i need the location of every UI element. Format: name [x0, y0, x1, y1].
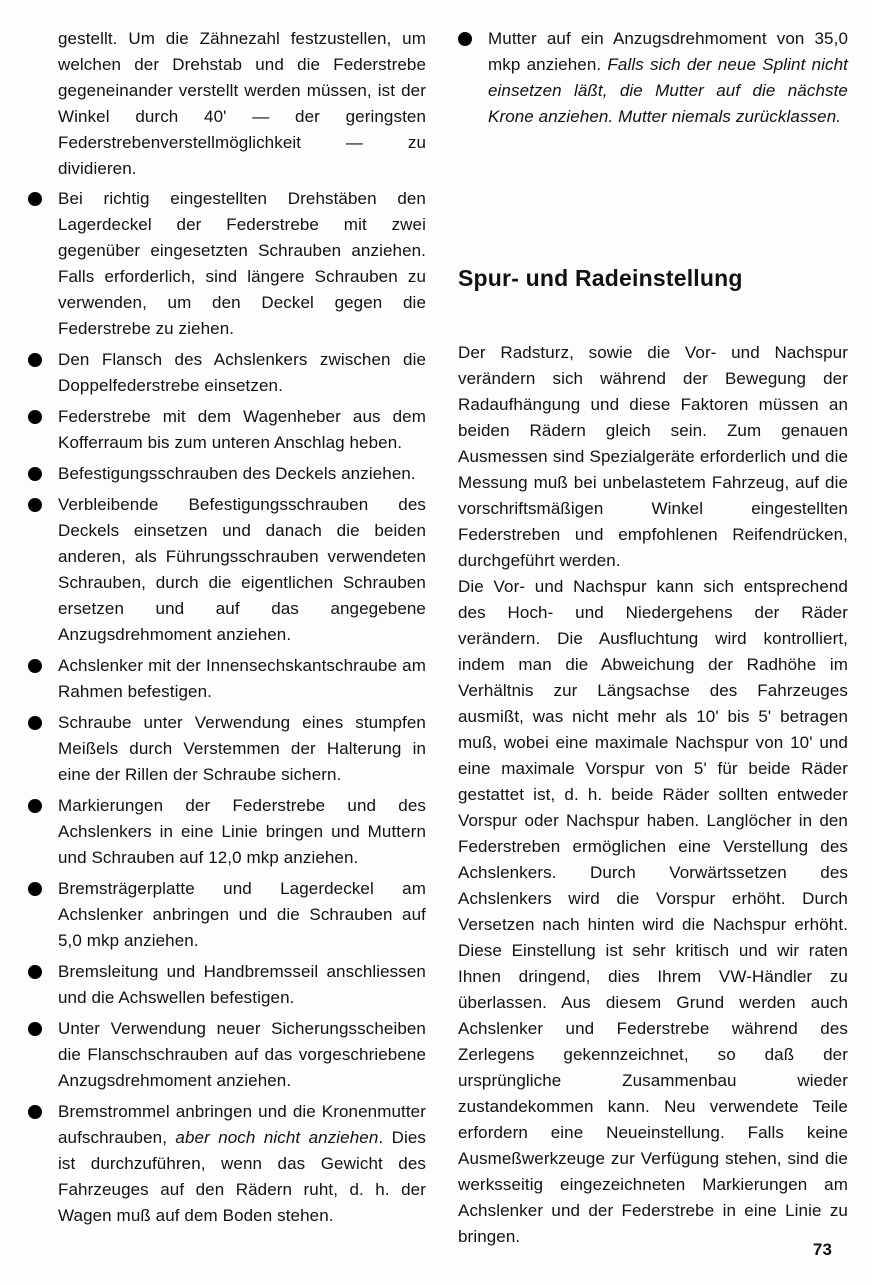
list-item: [28, 1016, 426, 1094]
list-item: [28, 793, 426, 871]
italic-text-segment: Falls sich der neue Splint nicht einsetzen läßt, die Mutter auf die nächste Krone anziehen. Mutter niemals zurücklassen.: [488, 55, 848, 126]
body-paragraph: Der Radsturz, sowie die Vor- und Nachspur verändern sich während der Bewegung der Radaufhängung und diese Faktoren müssen an beiden Rädern gleich sein. Zum genauen Ausmessen sind Spezialgeräte erforderlich und die Messung muß bei unbelastetem Fahrzeug, auf die vorschriftsmäßigen Winkel eingestellten Federstreben und empfohlenen Reifendrücken, durchgeführt werden.: [458, 343, 848, 570]
list-item: [28, 959, 426, 1011]
list-item: [28, 653, 426, 705]
list-item-text: [58, 350, 426, 395]
text-segment: Den Flansch des Achslenkers zwischen die Doppelfederstrebe einsetzen.: [58, 350, 426, 395]
bullet-icon: [28, 498, 42, 512]
list-item: [28, 461, 426, 487]
list-item-text: [58, 1102, 426, 1225]
list-item-text: [58, 962, 426, 1007]
text-segment: Markierungen der Federstrebe und des Achslenkers in eine Linie bringen und Muttern und Schrauben auf 12,0 mkp anziehen.: [58, 796, 426, 867]
text-segment: Bremsträgerplatte und Lagerdeckel am Achslenker anbringen und die Schrauben auf 5,0 mkp anziehen.: [58, 879, 426, 950]
bullet-icon: [28, 410, 42, 424]
right-bullet-list: [458, 26, 848, 130]
list-item: [458, 26, 848, 130]
body-paragraphs: [458, 340, 848, 1250]
bullet-icon: [28, 716, 42, 730]
text-segment: Schraube unter Verwendung eines stumpfen Meißels durch Verstemmen der Halterung in eine der Rillen der Schraube sichern.: [58, 713, 426, 784]
list-item: [28, 1099, 426, 1229]
list-item-text: [58, 879, 426, 950]
text-segment: Achslenker mit der Innensechskantschraube am Rahmen befestigen.: [58, 656, 426, 701]
text-segment: Unter Verwendung neuer Sicherungsscheiben die Flanschschrauben auf das vorgeschriebene Anzugsdrehmoment anziehen.: [58, 1019, 426, 1090]
text-segment: Verbleibende Befestigungsschrauben des Deckels einsetzen und danach die beiden anderen, als Führungsschrauben verwendeten Schrauben, durch die eigentlichen Schrauben ersetzen und auf das angegebene Anzugsdrehmoment anziehen.: [58, 495, 426, 644]
list-item-text: [488, 29, 848, 126]
text-segment: Federstrebe mit dem Wagenheber aus dem Kofferraum bis zum unteren Anschlag heben.: [58, 407, 426, 452]
list-item: [28, 347, 426, 399]
list-item-text: [58, 656, 426, 701]
right-column: [458, 26, 848, 1250]
left-column: [28, 26, 426, 1234]
body-paragraph: Die Vor- und Nachspur kann sich entsprechend des Hoch- und Niedergehens der Räder verändern. Die Ausfluchtung wird kontrolliert, indem man die Abweichung der Radhöhe im Verhältnis zur Längsachse des Fahrzeuges ausmißt, was nicht mehr als 10' bis 5' betragen muß, wobei eine maximale Nachspur von 10' und eine maximale Vorspur von 5' für beide Räder gestattet ist, d. h. beide Räder sollten entweder Vorspur oder Nachspur haben. Langlöcher in den Federstreben ermöglichen eine Verstellung des Achslenkers. Durch Vorwärtssetzen des Achslenkers wird die Vorspur erhöht. Durch Versetzen nach hinten wird die Nachspur erhöht. Diese Einstellung ist sehr kritisch und wir raten Ihnen dringend, dies Ihrem VW-Händler zu überlassen. Aus diesem Grund werden auch Achslenker und Federstrebe während des Zerlegens gekennzeichnet, so daß der ursprüngliche Zusammenbau wieder zustandekommen kann. Neu verwendete Teile erfordern eine Neueinstellung. Falls keine Ausmeßwerkzeuge zur Verfügung stehen, sind die werksseitig eingezeichneten Markierungen am Achslenker und der Federstrebe in eine Linie zu bringen.: [458, 577, 848, 1246]
bullet-icon: [458, 32, 472, 46]
bullet-icon: [28, 192, 42, 206]
text-segment: Bei richtig eingestellten Drehstäben den Lagerdeckel der Federstrebe mit zwei gegenüber eingesetzten Schrauben anziehen. Falls erforderlich, sind längere Schrauben zu verwenden, um den Deckel gegen die Federstrebe zu ziehen.: [58, 189, 426, 338]
list-item-text: [58, 495, 426, 644]
list-item-text: [58, 1019, 426, 1090]
text-segment: Mutter auf ein Anzugsdrehmoment von 35,0 mkp anziehen.: [488, 29, 848, 74]
bullet-icon: [28, 659, 42, 673]
bullet-icon: [28, 1105, 42, 1119]
bullet-icon: [28, 353, 42, 367]
italic-text-segment: aber noch nicht anziehen: [175, 1128, 379, 1147]
page-number: 73: [812, 1240, 832, 1259]
text-segment: . Dies ist durchzuführen, wenn das Gewicht des Fahrzeuges auf den Rädern ruht, d. h. der Wagen muß auf dem Boden stehen.: [58, 1128, 426, 1225]
bullet-icon: [28, 799, 42, 813]
text-segment: Befestigungsschrauben des Deckels anziehen.: [58, 464, 416, 483]
list-item-text: [58, 713, 426, 784]
list-item: [28, 186, 426, 342]
bullet-icon: [28, 467, 42, 481]
list-item-text: [58, 464, 416, 483]
text-segment: Bremsleitung und Handbremsseil anschliessen und die Achswellen befestigen.: [58, 962, 426, 1007]
intro-paragraph: gestellt. Um die Zähnezahl festzustellen, um welchen der Drehstab und die Federstrebe gegeneinander verstellt werden müssen, ist der Winkel durch 40' — der geringsten Federstrebenverstellmöglichkeit — zu dividieren.: [58, 29, 426, 178]
list-item: [28, 404, 426, 456]
list-item: [28, 710, 426, 788]
list-item-text: [58, 796, 426, 867]
bullet-icon: [28, 1022, 42, 1036]
bullet-icon: [28, 882, 42, 896]
list-item-text: [58, 407, 426, 452]
list-item: [28, 492, 426, 648]
list-item-text: [58, 189, 426, 338]
text-segment: Bremstrommel anbringen und die Kronenmutter aufschrauben,: [58, 1102, 426, 1147]
bullet-icon: [28, 965, 42, 979]
section-heading: Spur- und Radeinstellung: [458, 265, 743, 291]
list-item: [28, 876, 426, 954]
left-bullet-list: [28, 186, 426, 1229]
